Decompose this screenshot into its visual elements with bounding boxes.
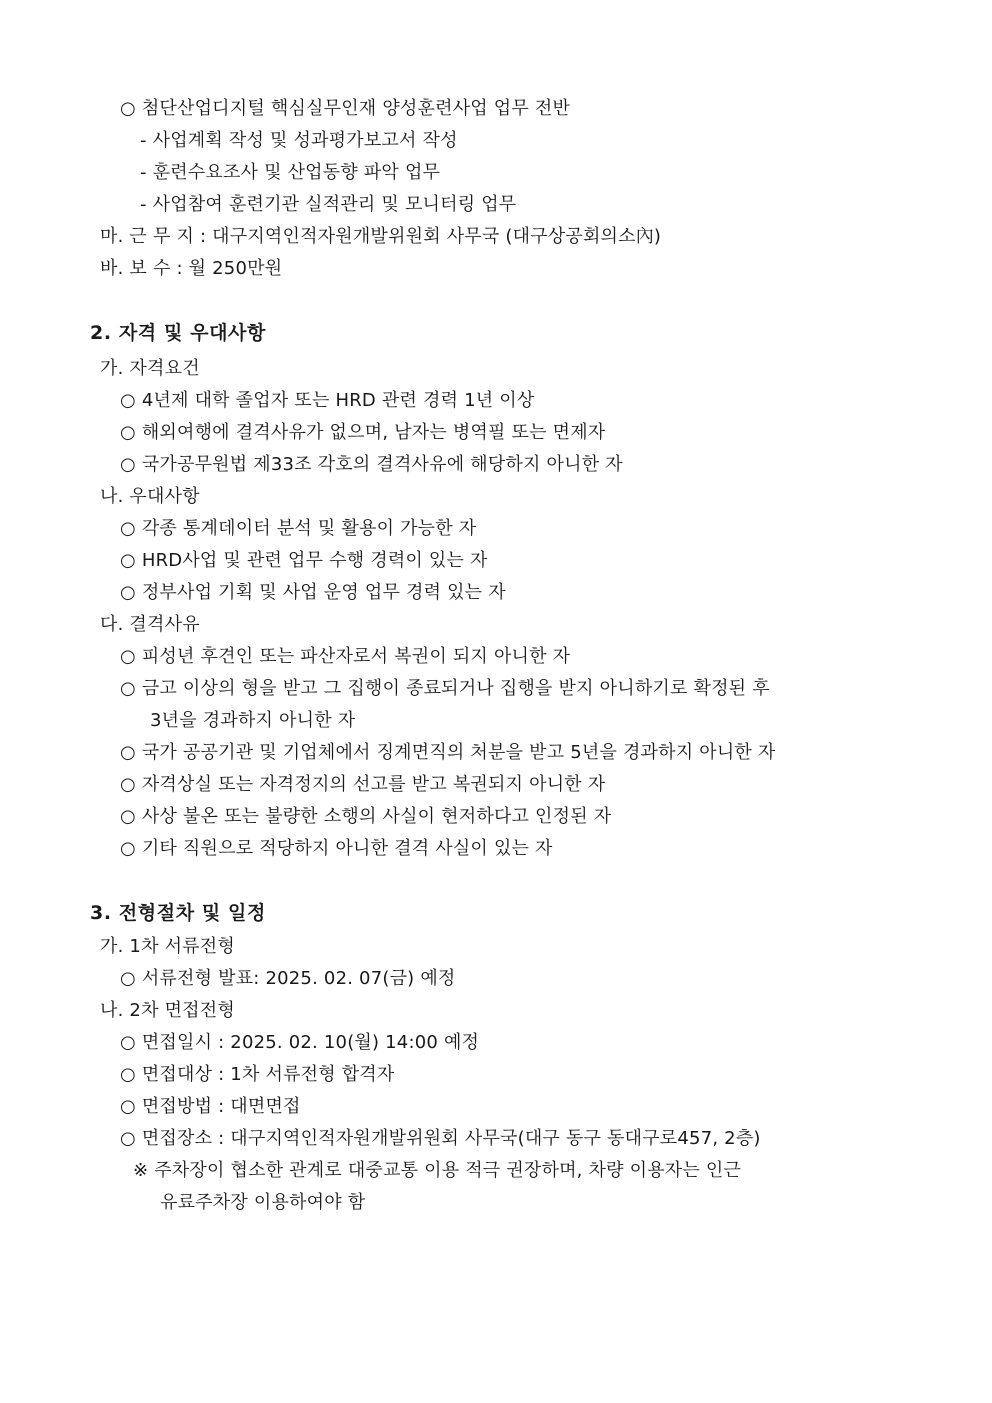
step2-item: ○ 면접방법 : 대면면접 [120,1096,301,1117]
disqualification-item-continued: 3년을 경과하지 아니한 자 [150,710,356,731]
preference-item: ○ 정부사업 기획 및 사업 운영 업무 경력 있는 자 [120,582,506,603]
requirement-item: ○ 국가공무원법 제33조 각호의 결격사유에 해당하지 아니한 자 [120,454,623,475]
disqualification-item: ○ 사상 불온 또는 불량한 소행의 사실이 현저하다고 인정된 자 [120,806,612,827]
parking-note-continued: 유료주차장 이용하여야 함 [160,1192,366,1213]
requirements-title: 가. 자격요건 [100,358,200,379]
section-2-title: 2. 자격 및 우대사항 [90,322,266,344]
duty-sub-item: - 사업참여 훈련기관 실적관리 및 모니터링 업무 [140,194,517,215]
section-3-title: 3. 전형절차 및 일정 [90,902,266,924]
step2-item: ○ 면접일시 : 2025. 02. 10(월) 14:00 예정 [120,1032,480,1053]
step1-title: 가. 1차 서류전형 [100,936,235,957]
step1-item: ○ 서류전형 발표: 2025. 02. 07(금) 예정 [120,968,456,989]
disqualification-item: ○ 자격상실 또는 자격정지의 선고를 받고 복권되지 아니한 자 [120,774,606,795]
disqualification-title: 다. 결격사유 [100,614,200,635]
workplace-line: 마. 근 무 지 : 대구지역인적자원개발위원회 사무국 (대구상공회의소內) [100,226,662,247]
preference-item: ○ HRD사업 및 관련 업무 수행 경력이 있는 자 [120,550,488,571]
step2-item: ○ 면접대상 : 1차 서류전형 합격자 [120,1064,395,1085]
disqualification-item: ○ 금고 이상의 형을 받고 그 집행이 종료되거나 집행을 받지 아니하기로 확정된 후 [120,678,770,699]
parking-note: ※ 주차장이 협소한 관계로 대중교통 이용 적극 권장하며, 차량 이용자는 인근 [133,1160,742,1181]
duty-main: ○ 첨단산업디지털 핵심실무인재 양성훈련사업 업무 전반 [120,98,571,119]
requirement-item: ○ 해외여행에 결격사유가 없으며, 남자는 병역필 또는 면제자 [120,422,606,443]
preference-item: ○ 각종 통계데이터 분석 및 활용이 가능한 자 [120,518,477,539]
duty-sub-item: - 사업계획 작성 및 성과평가보고서 작성 [140,130,458,151]
step2-title: 나. 2차 면접전형 [100,1000,235,1021]
preferences-title: 나. 우대사항 [100,486,200,507]
duty-sub-item: - 훈련수요조사 및 산업동향 파악 업무 [140,162,441,183]
disqualification-item: ○ 피성년 후견인 또는 파산자로서 복권이 되지 아니한 자 [120,646,571,667]
step2-item: ○ 면접장소 : 대구지역인적자원개발위원회 사무국(대구 동구 동대구로457, 2층) [120,1128,761,1149]
requirement-item: ○ 4년제 대학 졸업자 또는 HRD 관련 경력 1년 이상 [120,390,535,411]
disqualification-item: ○ 국가 공공기관 및 기업체에서 징계면직의 처분을 받고 5년을 경과하지 아니한 자 [120,742,776,763]
disqualification-item: ○ 기타 직원으로 적당하지 아니한 결격 사실이 있는 자 [120,838,553,859]
salary-line: 바. 보 수 : 월 250만원 [100,258,283,279]
